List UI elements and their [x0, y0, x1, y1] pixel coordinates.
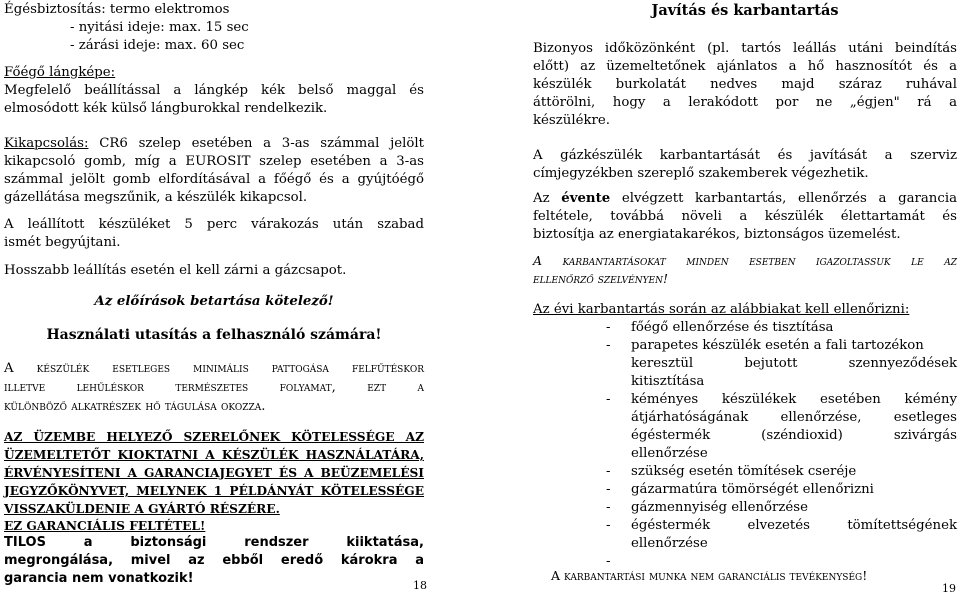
list-item: keresztül bejutott szennyeződések — [631, 356, 957, 371]
text-line: A karbantartásokat minden esetben igazoltassuk le az — [533, 253, 957, 268]
list-item: kéményes készülékek esetében kémény — [631, 392, 957, 407]
checklist-heading: Az évi karbantartás során az alábbiakat kell ellenőrizni: — [533, 302, 910, 317]
text-line: kikapcsoló gomb, míg a EUROSIT szelep esetében a 3-as — [4, 154, 424, 169]
text-line: feltétele, továbbá növeli a készülék élettartamát és — [533, 209, 957, 224]
text-line: Égésbiztosítás: termo elektromos — [4, 2, 230, 17]
dash: - — [606, 320, 611, 335]
list-item: parapetes készülék esetén a fali tartozékon — [631, 338, 924, 353]
section-heading: Főégő lángképe: — [4, 65, 116, 80]
text-line: készülék burkolatát nedves majd száraz ruhával — [533, 77, 957, 92]
notice-line: JEGYZŐKÖNYVET, MELYNEK 1 PÉLDÁNYÁT KÖTELESSÉGE — [4, 484, 424, 498]
dash: - — [606, 554, 611, 569]
text-line: Az évente elvégzett karbantartás, ellenőrzés a garancia — [533, 191, 957, 206]
text-line: Hosszabb leállítás esetén el kell zárni a gázcsapot. — [4, 263, 347, 278]
text-line: előtt) az üzemeltetőnek ajánlatos a hő hasznosítót és a — [533, 59, 957, 74]
list-item: főégő ellenőrzése és tisztítása — [631, 320, 834, 335]
text-line: különböző alkatrészek hő tágulása okozza. — [4, 399, 266, 414]
text-line: ismét begyújtani. — [4, 235, 121, 250]
prohibition-line: TILOS a biztonsági rendszer kiiktatása, — [4, 535, 424, 550]
dash: - — [606, 464, 611, 479]
prohibition-line: garancia nem vonatkozik! — [4, 571, 194, 586]
list-item: gázmennyiség ellenőrzése — [631, 500, 808, 515]
text-line: A leállított készüléket 5 perc várakozás után szabad — [4, 217, 424, 232]
warning-heading: Az előírások betartása kötelező! — [94, 294, 334, 309]
text-line: - zárási ideje: max. 60 sec — [70, 38, 245, 53]
text-line: Megfelelő beállítással a lángkép kék belső maggal és — [4, 83, 424, 98]
text-line: Kikapcsolás: CR6 szelep esetében a 3-as számmal jelölt — [4, 136, 424, 151]
dash: - — [606, 338, 611, 353]
text-line: áttörölni, hogy a lerakódott por ne „égjen" rá a — [533, 95, 957, 110]
notice-line: ÜZEMELTETŐT KIOKTATNI A KÉSZÜLÉK HASZNÁLATÁRA, — [4, 448, 424, 462]
prohibition-line: megrongálása, mivel az ebből eredő károkra a — [4, 553, 424, 568]
text-line: Bizonyos időközönként (pl. tartós leállás utáni beindítás — [533, 41, 957, 56]
text-line: - nyitási ideje: max. 15 sec — [70, 20, 249, 35]
final-note: A karbantartási munka nem garanciális tevékenység! — [551, 568, 868, 583]
notice-line: ÉRVÉNYESÍTENI A GARANCIAJEGYET ÉS A BEÜZEMELÉSI — [4, 466, 424, 480]
list-item: ellenőrzése — [631, 536, 708, 551]
text-line: A gázkészülék karbantartását és javítását a szerviz — [533, 148, 957, 163]
list-item: ellenőrzése — [631, 446, 708, 461]
text-line: A készülék esetleges minimális pattogása felfűtéskor — [4, 361, 424, 376]
dash: - — [606, 518, 611, 533]
list-item: szükség esetén tömítések cseréje — [631, 464, 857, 479]
text-line: címjegyzékben szereplő szakemberek végezhetik. — [533, 166, 869, 181]
text-line: illetve lehűléskor természetes folyamat, ezt a — [4, 380, 424, 395]
list-item: gázarmatúra tömörségét ellenőrizni — [631, 482, 874, 497]
text-line: biztosítja az energiatakarékos, biztonságos üzemelést. — [533, 227, 901, 242]
list-item: átjárhatóságának ellenőrzése, esetleges — [631, 410, 957, 425]
text-line: elmosódott kék külső lángburokkal rendelkezik. — [4, 101, 328, 116]
user-instructions-heading: Használati utasítás a felhasználó számára! — [46, 327, 382, 343]
text-line: számmal jelölt gomb elfordításával a főégő és a gyújtóégő — [4, 172, 424, 187]
notice-line: EZ GARANCIÁLIS FELTÉTEL! — [4, 519, 206, 533]
dash: - — [606, 392, 611, 407]
text-line: ellenőrző szelvényen! — [533, 271, 668, 286]
page-title: Javítás és karbantartás — [651, 2, 839, 19]
list-item: égéstermék (széndioxid) szivárgás — [631, 428, 957, 443]
dash: - — [606, 500, 611, 515]
notice-line: VISSZAKÜLDENIE A GYÁRTÓ RÉSZÉRE. — [4, 502, 280, 516]
notice-line: AZ ÜZEMBE HELYEZŐ SZERELŐNEK KÖTELESSÉGE AZ — [4, 430, 424, 444]
list-item: kitisztítása — [631, 374, 705, 389]
text-line: gázellátása megszűnik, a készülék kikapcsol. — [4, 190, 308, 205]
page-number: 19 — [942, 582, 956, 595]
list-item: égéstermék elvezetés tömítettségének — [631, 518, 957, 533]
dash: - — [606, 482, 611, 497]
page-number: 18 — [413, 579, 427, 592]
text-line: készülékre. — [533, 113, 610, 128]
